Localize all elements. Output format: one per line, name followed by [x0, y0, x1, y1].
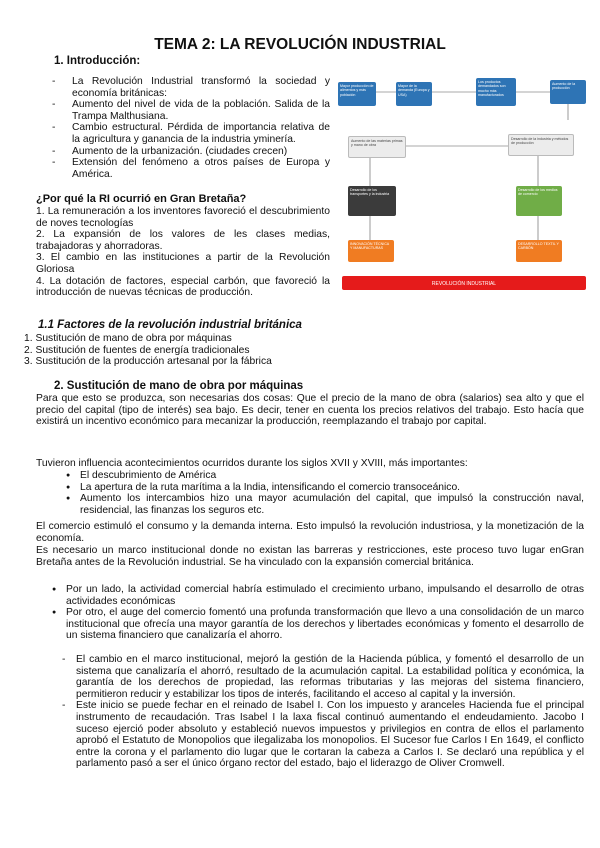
diagram-node: Aumento de las materias primas y mano de obra	[348, 136, 406, 158]
list-item: ● Aumento los intercambios hizo una mayor acumulación del capital, que impulsó la construcción naval, residencial, las finanzas los seguros etc.	[36, 493, 584, 516]
section2-dashes	[36, 654, 584, 770]
diagram-node: INNOVACIÓN TÉCNICA Y MANUFACTURAS	[348, 240, 394, 262]
list-item: ● Por otro, el auge del comercio fomentó una profunda transformación que llevo a una consolidación de un marco institucional que ofrecía una mayor garantía de los derechos y libertades económicas y fomento el desarrollo de un sistema financiero que canalizaría el ahorro.	[36, 607, 584, 642]
diagram-node: Desarrollo de los transportes y la industria	[348, 186, 396, 216]
diagram-footer: REVOLUCIÓN INDUSTRIAL	[342, 276, 586, 290]
why-list	[36, 206, 330, 299]
list-item: 2. La expansión de los valores de les clases medias, trabajadoras y ahorradoras.	[36, 229, 330, 252]
diagram-node: Aumento de la producción	[550, 80, 586, 104]
factors-heading: 1.1 Factores de la revolución industrial británica	[38, 319, 302, 331]
list-item: - Este inicio se puede fechar en el reinado de Isabel I. Con los impuesto y aranceles Hacienda fue el principal instrumento de recaudación. Tras Isabel I la laxa fiscal continuó aumentando el endeudamiento. Jacobo I suceso ejerció poder absoluto y estableció nuevos impuestos y privilegios en contra de ellos el parlamento aprobó el Estatuto de Monopolios que ilegalizaba los monopolios. El Sucesor fue Carlos I En 1649, el conflicto entre la corona y el parlamento dio lugar que le cortaran la cabeza a Carlos I. Se declaró una república y el parlamento pasó a ser el único órgano rector del estado, bajo el liderazgo de Oliver Cromwell.	[36, 700, 584, 770]
section2-p2: Tuvieron influencia acontecimientos ocurridos durante los siglos XVII y XVIII, más importantes:	[36, 458, 468, 469]
list-item: ● Por un lado, la actividad comercial habría estimulado el crecimiento urbano, impulsando el desarrollo de otras actividades económicas	[36, 584, 584, 607]
diagram-node: Los productos demandados son mucho más manufacturados	[476, 78, 516, 106]
diagram-node: DESARROLLO TEXTIL Y CARBÓN	[516, 240, 562, 262]
list-item: - Aumento de la urbanización. (ciudades crecen)	[50, 146, 330, 158]
page-title: TEMA 2: LA REVOLUCIÓN INDUSTRIAL	[154, 36, 446, 53]
diagram-node: Desarrollo de los medios de comercio	[516, 186, 562, 216]
list-item: ● La apertura de la ruta marítima a la India, intensificando el comercio transoceánico.	[36, 482, 584, 494]
list-item: 1. La remuneración a los inventores favoreció el descubrimiento de noves tecnologías	[36, 206, 330, 229]
list-item: 3. Sustitución de la producción artesanal por la fábrica	[24, 356, 272, 368]
list-item: - La Revolución Industrial transformó la sociedad y economía británicas:	[50, 76, 330, 99]
list-item: - Aumento del nivel de vida de la población. Salida de la Trampa Malthusiana.	[50, 99, 330, 122]
section2-p1: Para que esto se produzca, son necesarias dos cosas: Que el precio de la mano de obra (salarios) sea alto y que el precio del capital (tipo de interés) sea bajo. Es decir, tener en cuenta los precios relativos del trabajo. Esto hacía que existirá un incentivo económico para mecanizar la producción, reemplazando el trabajo por capital.	[36, 393, 584, 428]
flow-diagram	[338, 70, 586, 295]
diagram-node: Mayor producción de alimentos y más población	[338, 82, 376, 106]
list-item: 3. El cambio en las instituciones a partir de la Revolución Gloriosa	[36, 252, 330, 275]
intro-list	[50, 76, 330, 180]
intro-heading: 1. Introducción:	[54, 55, 141, 67]
factors-list	[24, 333, 272, 368]
list-item: - Cambio estructural. Pérdida de importancia relativa de la agricultura y ganancia de la industria yminería.	[50, 122, 330, 145]
section2-p4: Es necesario un marco institucional donde no existan las barreras y restricciones, este proceso tuvo lugar enGran Bretaña antes de la Revolución industrial. Se ha vinculado con la expansión comercial británica.	[36, 545, 584, 568]
section2-p3: El comercio estimuló el consumo y la demanda interna. Esto impulsó la revolución industriosa, y la monetización de la economía.	[36, 521, 584, 544]
list-item: - Extensión del fenómeno a otros países de Europa y América.	[50, 157, 330, 180]
why-heading: ¿Por qué la RI ocurrió en Gran Bretaña?	[36, 193, 247, 205]
list-item: 1. Sustitución de mano de obra por máquinas	[24, 333, 232, 344]
diagram-node: Desarrollo de la industria y métodos de producción	[508, 134, 574, 156]
section2-bullets2	[36, 584, 584, 642]
diagram-node: Mayor de la demanda (Europa y USA)	[396, 82, 432, 106]
list-item: ● El descubrimiento de América	[36, 470, 584, 482]
list-item: 2. Sustitución de fuentes de energía tradicionales	[24, 344, 250, 356]
list-item: - El cambio en el marco institucional, mejoró la gestión de la Hacienda pública, y fomentó el desarrollo de un sistema que canalizaría el ahorró, resultado de la acumulación capital. La estabilidad política y económica, la garantía de los derechos de propiedad, las reformas tributarias y las mejoras del sistema financiero, permitieron reducir y estabilizar los tipos de interés, facilitando el acceso al capital y la inversión.	[36, 654, 584, 700]
section2-bullets	[36, 470, 584, 516]
list-item: 4. La dotación de factores, especial carbón, que favoreció la introducción de nuevas técnicas de producción.	[36, 275, 330, 299]
section2-heading: 2. Sustitución de mano de obra por máquinas	[54, 380, 304, 392]
